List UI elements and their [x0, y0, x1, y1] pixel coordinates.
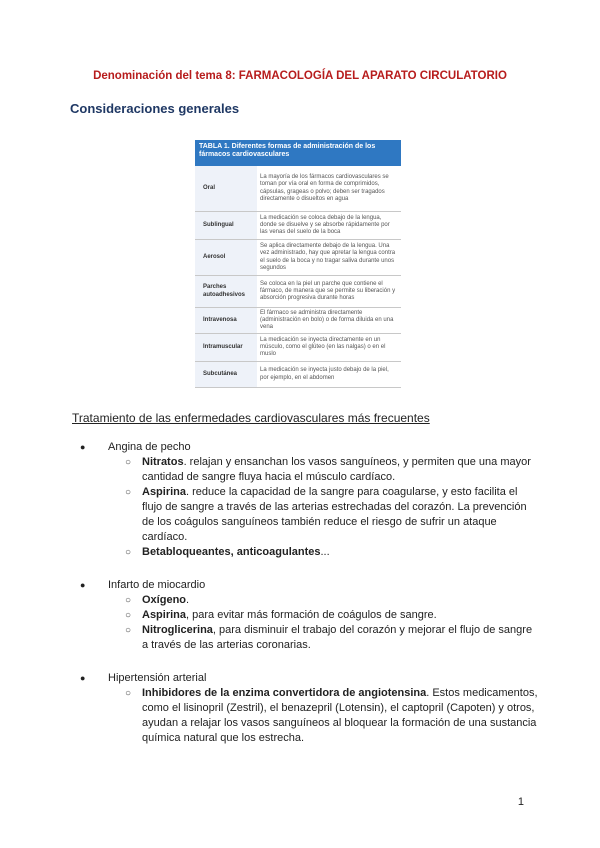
treatment-description: , para disminuir el trabajo del corazón y mejorar el flujo de sangre a través de las arterias coronarias.: [142, 624, 533, 651]
table-cell-route: Intramuscular: [195, 334, 257, 361]
circle-bullet-icon: ○: [125, 457, 132, 468]
circle-bullet-icon: ○: [125, 688, 132, 699]
treatment-item: [125, 485, 540, 545]
treatment-text: [142, 593, 540, 608]
table-row: [195, 276, 401, 308]
treatment-description: . Estos medicamentos, como el lisinopril (Zestril), el benazepril (Lotensin), el captopril (Capoten) y otros, ayudan a relajar los vasos sanguíneos al bloquear la formación de una sustancia química natural que los estrecha.: [142, 687, 538, 744]
treatment-item: [125, 593, 540, 608]
treatment-item: [125, 545, 540, 560]
disease-group: [80, 578, 540, 653]
circle-bullet-icon: ○: [125, 487, 132, 498]
disease-group: [80, 440, 540, 560]
table-cell-route: Sublingual: [195, 212, 257, 239]
treatment-item: [125, 686, 540, 746]
treatment-text: [142, 455, 540, 485]
disease-name: Angina de pecho: [108, 441, 191, 453]
treatment-item: [125, 623, 540, 653]
administration-table: [195, 140, 401, 388]
treatment-text: [142, 623, 540, 653]
treatment-name: Aspirina: [142, 486, 187, 498]
table-cell-route: Subcutánea: [195, 362, 257, 387]
bullet-icon: ●: [80, 442, 86, 452]
disease-item: [80, 440, 540, 455]
treatment-list: [125, 686, 540, 746]
table-row: [195, 362, 401, 388]
table-cell-route: Intravenosa: [195, 308, 257, 333]
table-cell-route: Aerosol: [195, 240, 257, 275]
treatment-name: Inhibidores de la enzima convertidora de angiotensina: [142, 687, 427, 699]
table-cell-description: Se coloca en la piel un parche que contiene el fármaco, de manera que se permite su liberación y absorción progresiva durante horas: [260, 280, 396, 302]
table-cell-description: La medicación se inyecta directamente en un músculo, como el glúteo (en las nalgas) o en el muslo: [260, 336, 386, 358]
treatment-text: [142, 545, 540, 560]
section-heading: Consideraciones generales: [70, 101, 240, 116]
treatment-name: Aspirina: [142, 609, 187, 621]
table-cell-description: Se aplica directamente debajo de la lengua. Una vez administrado, hay que apretar la lengua contra el suelo de la boca y no tragar saliva durante unos segundos: [260, 243, 396, 271]
table-row: [195, 308, 401, 334]
treatment-text: [142, 485, 540, 545]
table-cell-description: El fármaco se administra directamente (administración en bolo) o de forma diluida en una vena: [260, 309, 394, 331]
treatment-description: ...: [320, 546, 330, 558]
table-body: [195, 166, 401, 388]
bullet-icon: ●: [80, 580, 86, 590]
treatment-description: . reduce la capacidad de la sangre para coagularse, y esto facilita el flujo de sangre a través de las arterias estrechadas del corazón. La prevención de los coágulos sanguíneos también reduce el riesgo de sufrir un ataque cardíaco.: [142, 486, 527, 543]
disease-name: Infarto de miocardio: [108, 579, 206, 591]
treatment-name: Betabloqueantes, anticoagulantes: [142, 546, 321, 558]
table-header: TABLA 1. Diferentes formas de administración de los fármacos cardiovasculares: [195, 140, 401, 166]
table-row: [195, 334, 401, 362]
table-cell-description: La medicación se coloca debajo de la lengua, donde se disuelve y se absorbe rápidamente por las venas del suelo de la boca: [260, 214, 390, 236]
table-row: [195, 212, 401, 240]
treatment-list: [125, 455, 540, 560]
table-cell-description: La mayoría de los fármacos cardiovasculares se toman por vía oral en forma de comprimidos, cápsulas, grageas o polvo; deben ser tragados directamente o disueltos en agua: [260, 174, 389, 202]
treatment-text: [142, 608, 540, 623]
circle-bullet-icon: ○: [125, 610, 132, 621]
circle-bullet-icon: ○: [125, 547, 132, 558]
bullet-icon: ●: [80, 673, 86, 683]
table-cell-description: La medicación se inyecta justo debajo de la piel, por ejemplo, en el abdomen: [260, 367, 389, 381]
table-row: [195, 240, 401, 276]
table-cell-route: Parches autoadhesivos: [195, 276, 257, 307]
page-number: 1: [517, 796, 524, 808]
disease-list: [80, 440, 540, 764]
treatment-description: .: [186, 594, 190, 606]
page-title: Denominación del tema 8: FARMACOLOGÍA DEL APARATO CIRCULATORIO: [93, 70, 507, 82]
treatment-text: [142, 686, 540, 746]
treatment-item: [125, 608, 540, 623]
treatment-description: , para evitar más formación de coágulos de sangre.: [186, 609, 437, 621]
disease-group: [80, 671, 540, 746]
disease-item: [80, 578, 540, 593]
treatment-name: Nitroglicerina: [142, 624, 213, 636]
treatment-heading: Tratamiento de las enfermedades cardiovasculares más frecuentes: [72, 411, 430, 425]
treatment-name: Oxígeno: [142, 594, 187, 606]
circle-bullet-icon: ○: [125, 625, 132, 636]
treatment-name: Nitratos: [142, 456, 184, 468]
treatment-list: [125, 593, 540, 653]
disease-name: Hipertensión arterial: [108, 672, 207, 684]
disease-item: [80, 671, 540, 686]
treatment-description: . relajan y ensanchan los vasos sanguíneos, y permiten que una mayor cantidad de sangre fluya hacia el músculo cardíaco.: [142, 456, 531, 483]
circle-bullet-icon: ○: [125, 595, 132, 606]
treatment-item: [125, 455, 540, 485]
table-row: [195, 166, 401, 212]
table-cell-route: Oral: [195, 166, 257, 211]
